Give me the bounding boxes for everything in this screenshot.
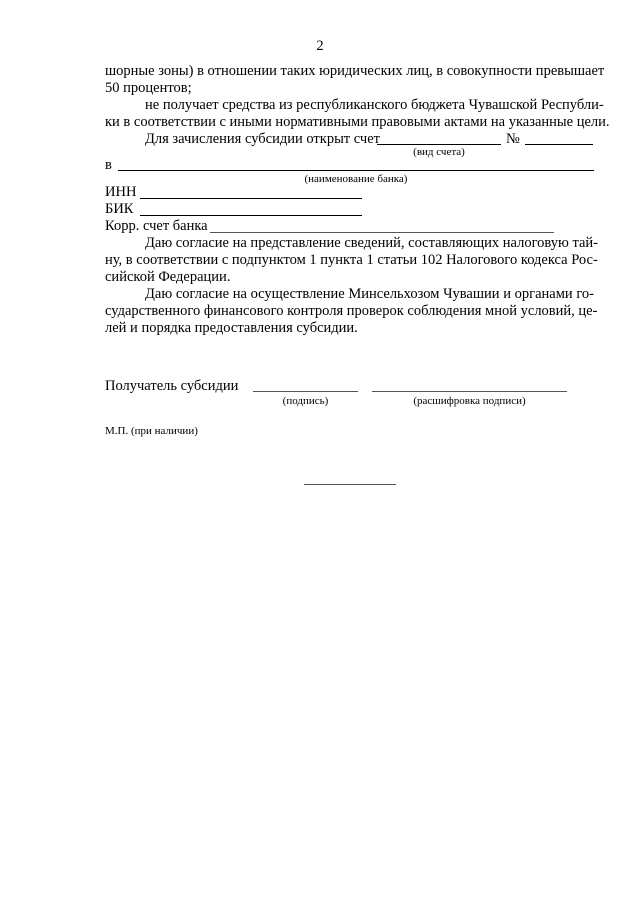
inn-line[interactable] xyxy=(140,198,362,199)
corr-account-line[interactable] xyxy=(210,232,554,233)
consent2-line2: сударственного финансового контроля проверок соблюдения мной условий, це- xyxy=(105,303,598,319)
para2-line2: ки в соответствии с иными нормативными правовыми актами на указанные цели. xyxy=(105,114,610,130)
para2-line1: не получает средства из республиканского бюджета Чувашской Республи- xyxy=(145,97,604,113)
recipient-label: Получатель субсидии xyxy=(105,378,239,394)
signature-caption: (подпись) xyxy=(282,395,329,407)
bank-name-caption: (наименование банка) xyxy=(304,173,408,185)
signature-line[interactable] xyxy=(253,391,358,392)
account-number-line[interactable] xyxy=(525,144,593,145)
bik-label: БИК xyxy=(105,201,134,217)
number-sign: № xyxy=(506,131,520,147)
page-number: 2 xyxy=(316,38,324,54)
consent2-line3: лей и порядка предоставления субсидии. xyxy=(105,320,358,336)
para1-line2: 50 процентов; xyxy=(105,80,192,96)
consent1-line3: сийской Федерации. xyxy=(105,269,231,285)
corr-account-label: Корр. счет банка xyxy=(105,218,208,234)
signature-decoding-line[interactable] xyxy=(372,391,567,392)
para1-line1: шорные зоны) в отношении таких юридических лиц, в совокупности превышает xyxy=(105,63,605,79)
account-type-line[interactable] xyxy=(377,144,501,145)
consent1-line2: ну, в соответствии с подпунктом 1 пункта 1 статьи 102 Налогового кодекса Рос- xyxy=(105,252,598,268)
seal-note: М.П. (при наличии) xyxy=(105,425,198,437)
decoding-caption: (расшифровка подписи) xyxy=(413,395,526,407)
bank-name-line[interactable] xyxy=(118,170,594,171)
consent1-line1: Даю согласие на представление сведений, составляющих налоговую тай- xyxy=(145,235,599,251)
bank-prefix: в xyxy=(105,157,112,173)
account-label: Для зачисления субсидии открыт счет xyxy=(145,131,380,147)
account-type-caption: (вид счета) xyxy=(413,146,465,158)
inn-label: ИНН xyxy=(105,184,137,200)
bik-line[interactable] xyxy=(140,215,362,216)
end-divider xyxy=(304,484,396,485)
consent2-line1: Даю согласие на осуществление Минсельхозом Чувашии и органами го- xyxy=(145,286,594,302)
